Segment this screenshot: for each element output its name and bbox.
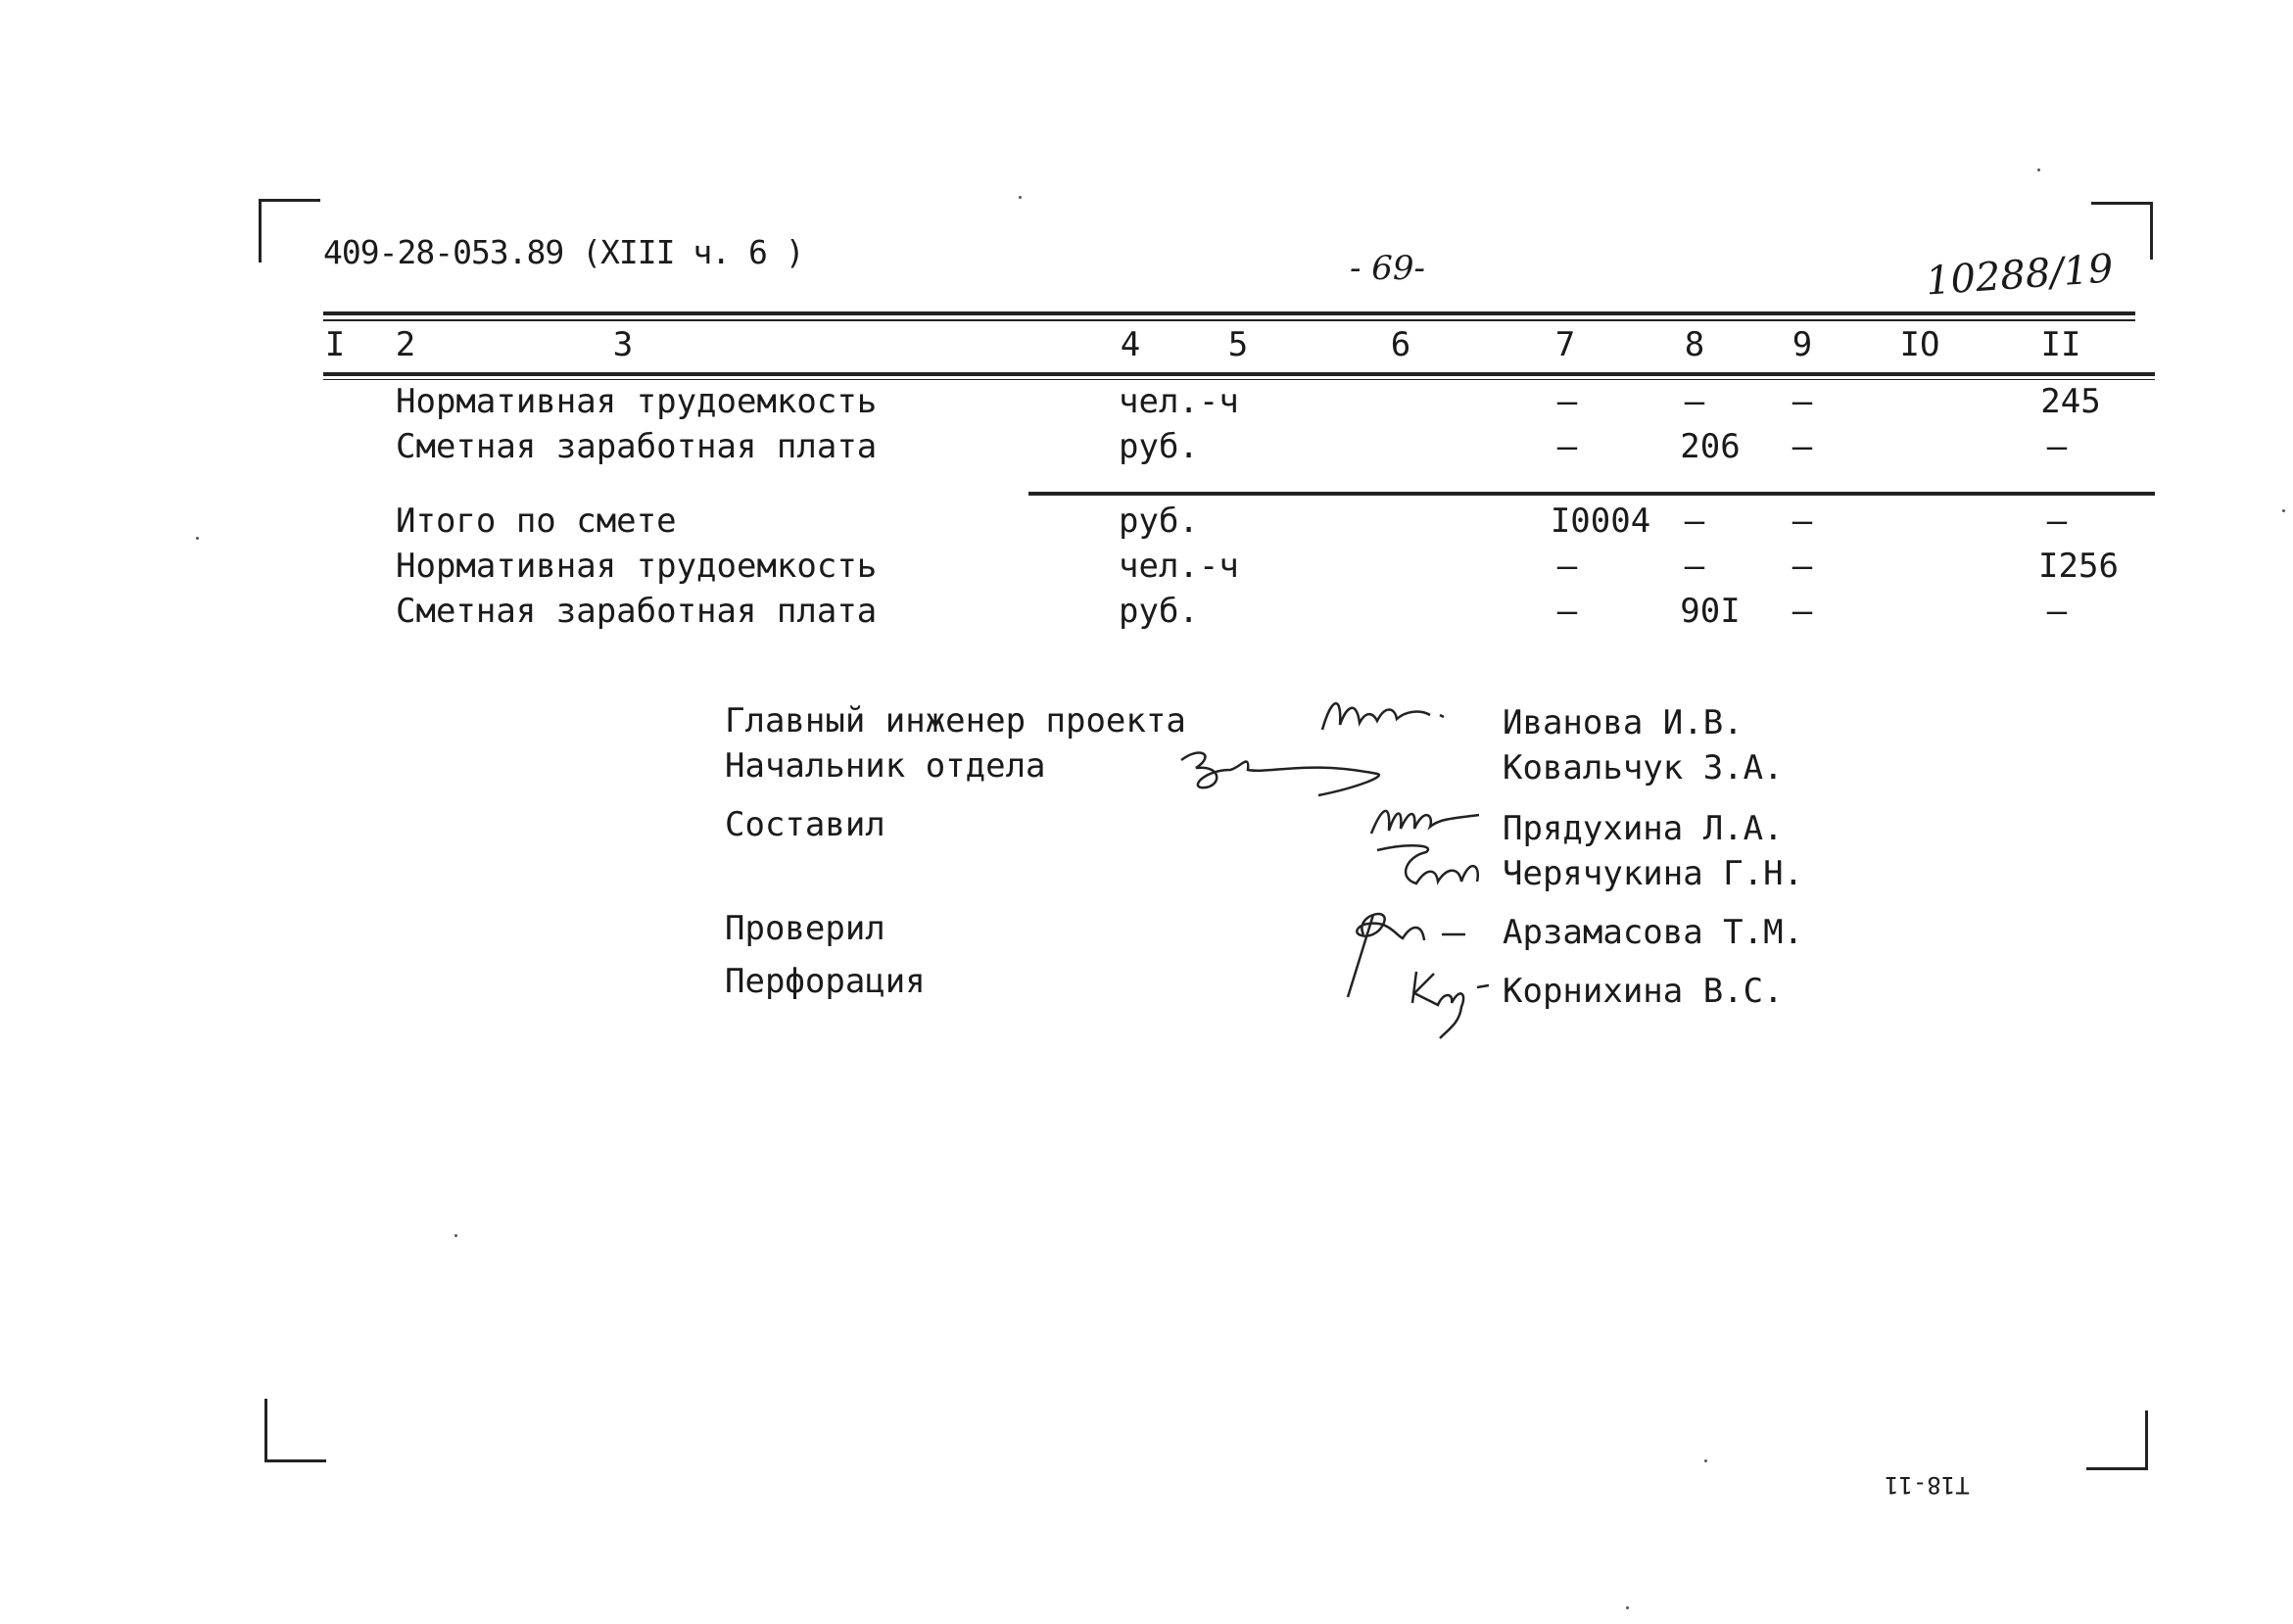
cell-col7: I0004 (1550, 502, 1651, 541)
cell-col11: – (2046, 592, 2068, 631)
column-number-7: 7 (1554, 325, 1576, 364)
row-unit: чел.-ч (1119, 547, 1239, 586)
row-unit: руб. (1119, 592, 1199, 631)
column-number-9: 9 (1791, 325, 1813, 364)
role-perforation: Перфорация (725, 962, 926, 1001)
column-number-1: I (324, 325, 346, 364)
scan-speck (1019, 196, 1022, 199)
column-number-3: 3 (612, 325, 634, 364)
corner-mark-bottom-right (2086, 1410, 2148, 1470)
cell-col11: 245 (2040, 382, 2101, 421)
role-compiled: Составил (725, 805, 885, 844)
table-top-rule-thin (323, 319, 2135, 321)
cell-col9: – (1791, 427, 1813, 466)
cell-col8: 90I (1680, 592, 1741, 631)
cell-col7: – (1556, 427, 1578, 466)
signature-kornikhina (1405, 964, 1503, 1042)
reference-number: 10288/19 (1924, 246, 2115, 305)
column-number-6: 6 (1390, 325, 1411, 364)
scan-speck (2282, 509, 2285, 512)
subtotal-rule (1028, 492, 2155, 496)
column-header-rule-thin (323, 379, 2155, 380)
cell-col9: – (1791, 592, 1813, 631)
cell-col11: – (2046, 502, 2068, 541)
signature-ivanova (1313, 686, 1469, 744)
footer-stamp: T18-11 (1885, 1471, 1970, 1499)
corner-mark-top-left (259, 199, 320, 263)
document-code: 409-28-053.89 (XIII ч. 6 ) (323, 233, 804, 271)
column-header-rule (323, 372, 2155, 376)
name-cheryachukina: Черячукина Г.Н. (1503, 854, 1804, 893)
role-department-head: Начальник отдела (725, 746, 1046, 786)
name-kovalchuk: Ковальчук З.А. (1503, 748, 1784, 788)
cell-col7: – (1556, 547, 1578, 586)
row-label: Нормативная трудоемкость (396, 382, 878, 421)
cell-col11: I256 (2038, 547, 2119, 586)
signature-cheryachukina (1367, 838, 1495, 897)
cell-col9: – (1791, 382, 1813, 421)
table-top-rule (323, 311, 2135, 315)
column-number-2: 2 (395, 325, 416, 364)
column-number-5: 5 (1227, 325, 1249, 364)
column-number-11: II (2040, 325, 2081, 364)
cell-col8: 206 (1680, 427, 1741, 466)
cell-col8: – (1684, 547, 1705, 586)
row-label: Сметная заработная плата (396, 592, 878, 631)
scan-speck (1704, 1459, 1707, 1462)
name-pryadukhina: Прядухина Л.А. (1503, 809, 1784, 848)
row-label: Сметная заработная плата (396, 427, 878, 466)
role-chief-engineer: Главный инженер проекта (725, 701, 1186, 740)
row-label: Нормативная трудоемкость (396, 547, 878, 586)
cell-col9: – (1791, 502, 1813, 541)
cell-col7: – (1556, 382, 1578, 421)
scan-speck (196, 537, 199, 540)
row-unit: чел.-ч (1119, 382, 1239, 421)
row-label: Итого по смете (396, 502, 677, 541)
scan-speck (454, 1234, 457, 1237)
row-unit: руб. (1119, 427, 1199, 466)
column-number-10: IO (1899, 325, 1940, 364)
name-arzamasova: Арзамасова Т.М. (1503, 913, 1804, 952)
scan-speck (2037, 168, 2040, 171)
corner-mark-bottom-left (264, 1399, 326, 1462)
name-ivanova: Иванова И.В. (1503, 703, 1744, 742)
row-unit: руб. (1119, 502, 1199, 541)
column-number-8: 8 (1684, 325, 1705, 364)
cell-col11: – (2046, 427, 2068, 466)
name-kornikhina: Корнихина В.С. (1503, 972, 1784, 1011)
scan-speck (1626, 1606, 1629, 1609)
role-checked: Проверил (725, 909, 885, 948)
column-number-4: 4 (1120, 325, 1141, 364)
cell-col9: – (1791, 547, 1813, 586)
page-number: - 69- (1350, 249, 1426, 288)
cell-col8: – (1684, 502, 1705, 541)
cell-col8: – (1684, 382, 1705, 421)
cell-col7: – (1556, 592, 1578, 631)
